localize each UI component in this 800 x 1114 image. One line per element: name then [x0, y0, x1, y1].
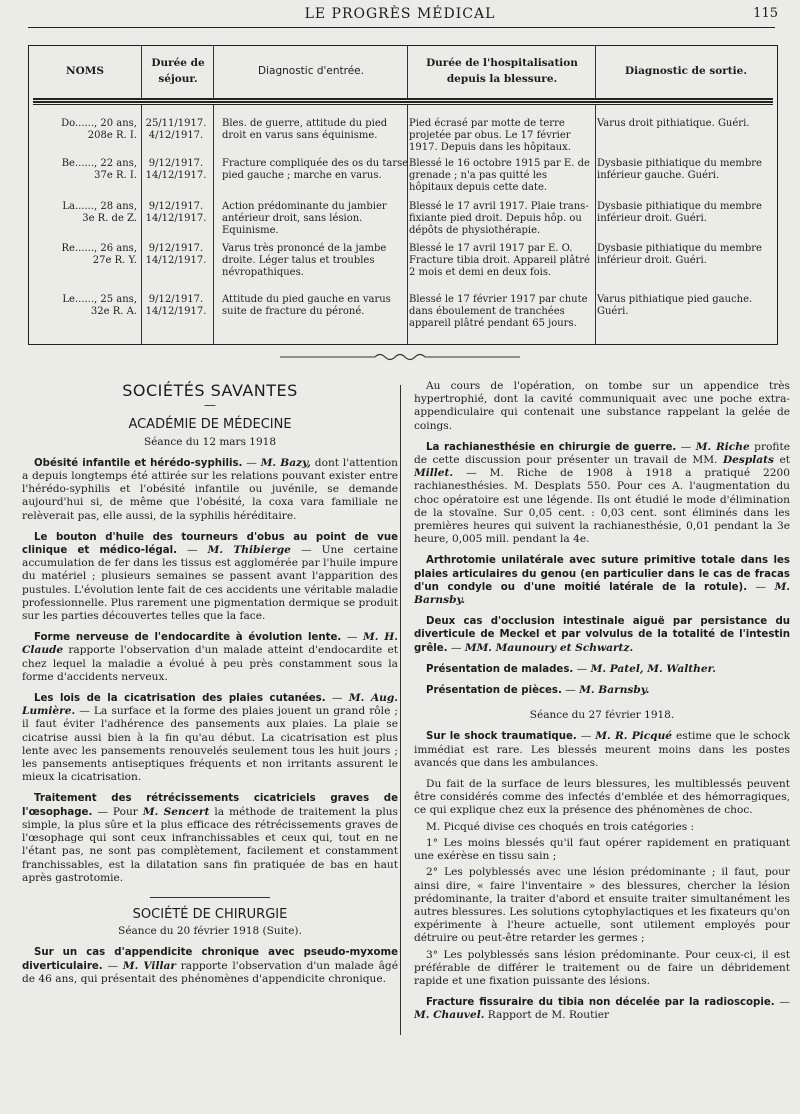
column-rule: [400, 385, 401, 1035]
article-body: profite de cette discussion pour présenter un travail de MM.: [414, 440, 790, 467]
paragraph: Au cours de l'opération, on tombe sur un appendice très hypertrophié, dont la cavité communiquait avec une poche extra-appendiculaire qui contenait une substance rappelant la gelée de coings.: [414, 380, 790, 432]
regiment: 27e R. Y.: [92, 255, 137, 266]
page-number: 115: [753, 6, 778, 21]
table-row: [37, 118, 137, 142]
exit-diagnosis: Dysbasie pithiatique du membre inférieur droit. Guéri.: [597, 201, 762, 224]
section-dash: —: [204, 398, 216, 413]
article-oesophage: Traitement des rétrécissements cicatriciels graves de l'œsophage. — Pour M. Sencert la méthode de traitement la plus simple, la plus sûre et la plus efficace des rétrécissements graves de l'œsophage qui sont ceux infranchissables et ceux qui, tout en ne l'étant pas, ne sont pas complètement, facilement et constamment franchissables, est la dilatation sans fin pratiquée de bas en haut après gastrotomie.: [22, 793, 398, 884]
seance-date: Séance du 20 février 1918 (Suite).: [118, 925, 302, 938]
author: M. Thibierge: [207, 544, 291, 557]
article-obesite: Obésité infantile et hérédo-syphilis. — M. Bazy, dont l'attention a depuis longtemps été attirée sur les relations pouvant exister entre l'hérédo-syphilis et l'obésité infantile ou juvénile, se demande aujourd'hui si, de même que l'obésité, la coxa vara familiale ne relèverait pas, elle aussi, de la syphilis héréditaire.: [22, 456, 398, 522]
author: M. R. Picqué: [595, 730, 673, 743]
patient-name: Le......, 25 ans,: [62, 294, 137, 305]
date-out: 4/12/1917.: [148, 130, 204, 141]
date-in: 9/12/1917.: [148, 294, 204, 305]
date-in: 25/11/1917.: [145, 118, 207, 129]
regiment: 3e R. de Z.: [82, 213, 137, 224]
article-heading: Présentation de pièces.: [426, 685, 562, 697]
article-body: dont l'attention a depuis longtemps été attirée sur les relations pouvant exister entre l'hérédo-syphilis et l'obésité infantile ou juvénile, se demande aujourd'hui si, de même que l'obésité, la coxa vara familiale ne relèverait pas, elle aussi, de la syphilis héréditaire.: [22, 456, 398, 522]
entry-diagnosis: Attitude du pied gauche en varus suite de fracture du péroné.: [222, 294, 391, 317]
column-divider: [595, 46, 596, 344]
header-duree: Durée de séjour.: [151, 57, 205, 85]
header-diag-entree: Diagnostic d'entrée.: [258, 65, 364, 78]
article-bouton: Le bouton d'huile des tourneurs d'obus au point de vue clinique et médico-légal. — M. Thibierge — Une certaine accumulation de fer dans les tissus est agglomérée par l'huile impure du matériel ; plusieurs semaines se passent avant l'apparition des pustules. L'évolution lente fait de ces accidents une véritable maladie professionnelle. Plus rarement une pigmentation dermique se produit sur les parties découvertes telles que la face.: [22, 531, 398, 623]
patient-name: La......, 28 ans,: [62, 201, 137, 212]
patient-name: Re......, 26 ans,: [61, 243, 137, 254]
regiment: 32e R. A.: [90, 306, 137, 317]
article-body: rapporte l'observation d'un malade âgé de 46 ans, qui présentait des phénomènes d'appendicite chronique.: [22, 959, 398, 985]
article-body: la méthode de traitement la plus simple, la plus sûre et la plus efficace des rétrécissements graves de l'œsophage qui sont ceux infranchissables et ceux qui, tout en ne l'étant pas, ne sont pas complètement, facilement et constamment franchissables, est la dilatation sans fin pratiquée de bas en haut après gastrotomie.: [22, 805, 398, 884]
table-row: [37, 294, 137, 318]
entry-diagnosis: Fracture compliquée des os du tarse pied gauche ; marche en varus.: [222, 158, 409, 181]
article-heading: Les lois de la cicatrisation des plaies cutanées.: [34, 693, 326, 705]
article-heading: Sur le shock traumatique.: [426, 731, 577, 743]
academie-title: ACADÉMIE DE MÉDECINE: [128, 417, 292, 433]
table-row: [37, 158, 137, 182]
section-title: SOCIÉTÉS SAVANTES: [122, 381, 298, 400]
article-heading: Deux cas d'occlusion intestinale aiguë par persistance du diverticule de Meckel et par volvulus de la totalité de l'intestin grêle.: [414, 616, 790, 654]
table-row: [37, 243, 137, 267]
exit-diagnosis: Varus droit pithiatique. Guéri.: [597, 118, 750, 129]
article-body: — La surface et la forme des plaies jouent un grand rôle ; il faut éviter l'adhérence des pansements aux plaies. La plaie se cicatrise aussi bien à la fin qu'au début. La cicatrisation est plus lente avec les pansements renouvelés seulement tous les huit jours ; les pansements antiseptiques fréquents et non irritants assurent le mieux la cicatrisation.: [22, 705, 398, 784]
article-heading: Sur un cas d'appendicite chronique avec pseudo-myxome diverticulaire.: [22, 947, 398, 972]
article-heading: Le bouton d'huile des tourneurs d'obus au point de vue clinique et médico-légal.: [22, 531, 398, 557]
article-heading: Forme nerveuse de l'endocardite à évolution lente.: [34, 632, 342, 644]
article-heading: Traitement des rétrécissements cicatriciels graves de l'œsophage.: [22, 793, 398, 818]
article-cicatrisation: Les lois de la cicatrisation des plaies cutanées. — M. Aug. Lumière. — La surface et la forme des plaies jouent un grand rôle ; il faut éviter l'adhérence des pansements aux plaies. La plaie se cicatrise aussi bien à la fin qu'au début. La cicatrisation est plus lente avec les pansements renouvelés seulement tous les huit jours ; les pansements antiseptiques fréquents et non irritants assurent le mieux la cicatrisation.: [22, 692, 398, 784]
regiment: 208e R. I.: [87, 130, 137, 141]
header-hosp: Durée de l'hospitalisation depuis la blessure.: [426, 57, 578, 85]
article-rachianesthesie: La rachianesthésie en chirurgie de guerre. — M. Riche profite de cette discussion pour présenter un travail de MM. Desplats et Millet. — M. Riche de 1908 à 1918 a pratiqué 2200 rachianesthésies. M. Desplats 550. Pour ces A. l'augmentation du choc opératoire est une légende. Ils ont étudié le mode d'élimination de la stovaïne. Sur 0,05 cent. : 0,03 cent. sont éliminés dans les premières heures qui suivent la rachianesthésie, 0,01 pendant la 3e heure, 0,005 mill. pendant la 4e.: [414, 440, 790, 546]
author: M. Riche: [695, 440, 750, 453]
article-heading: Fracture fissuraire du tibia non décelée par la radioscopie.: [426, 997, 775, 1009]
chirurgie-title: SOCIÉTÉ DE CHIRURGIE: [132, 906, 288, 922]
article-arthrotomie: Arthrotomie unilatérale avec suture primitive totale dans les plaies articulaires du genou (en particulier dans le cas de fracas d'un condyle ou d'une moitié latérale de la rotule). — M. Barnsby.: [414, 555, 790, 607]
header-rule: [28, 27, 775, 28]
paragraph: 1° Les moins blessés qu'il faut opérer rapidement en pratiquant une exérèse en tissu sain ;: [414, 836, 790, 863]
patient-name: Be......, 22 ans,: [61, 158, 137, 169]
article-appendicite: Sur un cas d'appendicite chronique avec pseudo-myxome diverticulaire. — M. Villar rapporte l'observation d'un malade âgé de 46 ans, qui présentait des phénomènes d'appendicite chronique.: [22, 947, 398, 985]
stay-dates: [143, 243, 209, 267]
author: M. Bazy,: [260, 456, 311, 469]
author: Desplats: [722, 454, 774, 467]
entry-diagnosis: Action prédominante du jambier antérieur droit, sans lésion. Equinisme.: [222, 201, 387, 236]
stay-dates: [143, 118, 209, 142]
header-diag-sortie: Diagnostic de sortie.: [625, 65, 747, 78]
author: M. Sencert: [142, 805, 210, 818]
date-in: 9/12/1917.: [148, 158, 204, 169]
article-endocardite: Forme nerveuse de l'endocardite à évolution lente. — M. H. Claude rapporte l'observation d'un malade atteint d'endocardite et chez lequel la maladie a évolué à peu près constamment sous la forme d'accidents nerveux.: [22, 631, 398, 683]
regiment: 37e R. I.: [94, 170, 137, 181]
article-body: et: [773, 454, 790, 467]
stay-dates: [143, 294, 209, 318]
author: M. Barnsby.: [579, 684, 650, 697]
author: Millet.: [414, 467, 454, 480]
paragraph: M. Picqué divise ces choqués en trois catégories :: [426, 820, 695, 833]
exit-diagnosis: Varus pithiatique pied gauche. Guéri.: [597, 294, 753, 317]
running-head: [22, 6, 778, 24]
date-out: 14/12/1917.: [145, 306, 207, 317]
article-occlusion: Deux cas d'occlusion intestinale aiguë par persistance du diverticule de Meckel et par volvulus de la totalité de l'intestin grêle. — MM. Maunoury et Schwartz.: [414, 616, 790, 654]
article-fracture-tibia: Fracture fissuraire du tibia non décelée par la radioscopie. — M. Chauvel. Rapport de M. Routier: [414, 996, 790, 1022]
left-column: [22, 380, 398, 994]
hospitalisation: Blessé le 17 avril 1917 par E. O. Fracture tibia droit. Appareil plâtré 2 mois et demi en deux fois.: [409, 243, 590, 278]
author: M. H. Claude: [22, 631, 398, 657]
short-rule: [150, 897, 270, 898]
article-body: rapporte l'observation d'un malade atteint d'endocardite et chez lequel la maladie a évolué à peu près constamment sous la forme d'accidents nerveux.: [22, 644, 398, 683]
exit-diagnosis: Dysbasie pithiatique du membre inférieur gauche. Guéri.: [597, 158, 762, 181]
date-in: 9/12/1917.: [148, 243, 204, 254]
article-body: — M. Riche de 1908 à 1918 a pratiqué 2200 rachianesthésies. M. Desplats 550. Pour ces A. l'augmentation du choc opératoire est une légende. Ils ont étudié le mode d'élimination de la stovaïne. Sur 0,05 cent. : 0,03 cent. sont éliminés dans les premières heures qui suivent la rachianesthésie, 0,01 pendant la 3e heure, 0,005 mill. pendant la 4e.: [414, 467, 790, 546]
article-shock: Sur le shock traumatique. — M. R. Picqué estime que le schock immédiat est rare. Les blessés meurent moins dans les postes avancés que dans les ambulances.: [414, 730, 791, 769]
date-out: 14/12/1917.: [145, 255, 207, 266]
hospitalisation: Pied écrasé par motte de terre projetée par obus. Le 17 février 1917. Depuis dans les hôpitaux.: [409, 118, 571, 153]
seance-date: Séance du 27 février 1918.: [529, 709, 675, 722]
article-heading: Obésité infantile et hérédo-syphilis.: [34, 457, 243, 469]
stay-dates: [143, 201, 209, 225]
hospitalisation: Blessé le 17 février 1917 par chute dans éboulement de tranchées appareil plâtré pendant 65 jours.: [409, 294, 588, 329]
author: MM. Maunoury et Schwartz.: [464, 641, 634, 654]
author: M. Barnsby.: [414, 580, 790, 607]
header-double-rule: [33, 98, 773, 105]
article-heading: Présentation de malades.: [426, 663, 574, 675]
presentation-malades: Présentation de malades. — M. Patel, M. Walther.: [426, 662, 716, 675]
author: M. Chauvel.: [414, 1009, 485, 1022]
entry-diagnosis: Bles. de guerre, attitude du pied droit en varus sans équinisme.: [222, 118, 388, 141]
article-body: Rapport de M. Routier: [484, 1009, 610, 1022]
paragraph: Du fait de la surface de leurs blessures, les multiblessés peuvent être considérés comme des infectés d'emblée et des hémorragiques, ce qui explique chez eux la présence des phénomènes de choc.: [414, 778, 790, 817]
article-heading: La rachianesthésie en chirurgie de guerre.: [426, 441, 677, 453]
column-divider: [141, 46, 142, 344]
column-divider: [213, 46, 214, 344]
presentation-pieces: Présentation de pièces. — M. Barnsby.: [426, 684, 650, 697]
right-column: [414, 380, 790, 1031]
date-out: 14/12/1917.: [145, 170, 207, 181]
paragraph: 3° Les polyblessés sans lésion prédominante. Pour ceux-ci, il est préférable de différer le traitement ou de faire un débridement rapide et une fixation puissante des lésions.: [414, 948, 790, 987]
article-body: estime que le schock immédiat est rare. Les blessés meurent moins dans les postes avancés que dans les ambulances.: [414, 730, 791, 769]
seance-date: Séance du 12 mars 1918: [143, 435, 277, 448]
patient-name: Do......, 20 ans,: [61, 118, 137, 129]
table-row: [37, 201, 137, 225]
paragraph: 2° Les polyblessés avec une lésion prédominante ; il faut, pour ainsi dire, « faire l'inventaire » des blessures, chercher la lésion prédominante, la traiter d'abord et ensuite traiter simultanément les autres blessures. Les solutions cytophylactiques et les fixateurs qu'on expérimente à l'heure actuelle, sont utilement employés pour détruire ou peut-être retarder les germes ;: [414, 866, 790, 945]
exit-diagnosis: Dysbasie pithiatique du membre inférieur droit. Guéri.: [597, 243, 762, 266]
entry-diagnosis: Varus très prononcé de la jambe droite. Léger talus et troubles névropathiques.: [222, 243, 387, 278]
date-in: 9/12/1917.: [148, 201, 204, 212]
stay-dates: [143, 158, 209, 182]
date-out: 14/12/1917.: [145, 213, 207, 224]
ornament-divider: [280, 350, 520, 364]
journal-title: LE PROGRÈS MÉDICAL: [304, 6, 496, 22]
author: M. Villar: [122, 959, 176, 972]
header-noms: NOMS: [66, 65, 104, 78]
hospitalisation: Blessé le 16 octobre 1915 par E. de grenade ; n'a pas quitté les hôpitaux depuis cette date.: [409, 158, 590, 193]
patients-table: [28, 45, 778, 345]
author: M. Aug. Lumière.: [22, 692, 398, 718]
article-heading: Arthrotomie unilatérale avec suture primitive totale dans les plaies articulaires du genou (en particulier dans le cas de fracas d'un condyle ou d'une moitié latérale de la rotule).: [414, 555, 790, 593]
author: M. Patel, M. Walther.: [590, 662, 716, 675]
article-body: — Une certaine accumulation de fer dans les tissus est agglomérée par l'huile impure du matériel ; plusieurs semaines se passent avant l'apparition des pustules. L'évolution lente fait de ces accidents une véritable maladie professionnelle. Plus rarement une pigmentation dermique se produit sur les parties découvertes telles que la face.: [22, 544, 398, 623]
hospitalisation: Blessé le 17 avril 1917. Plaie trans-fixiante pied droit. Depuis hôp. ou dépôts de physiothérapie.: [409, 201, 589, 236]
